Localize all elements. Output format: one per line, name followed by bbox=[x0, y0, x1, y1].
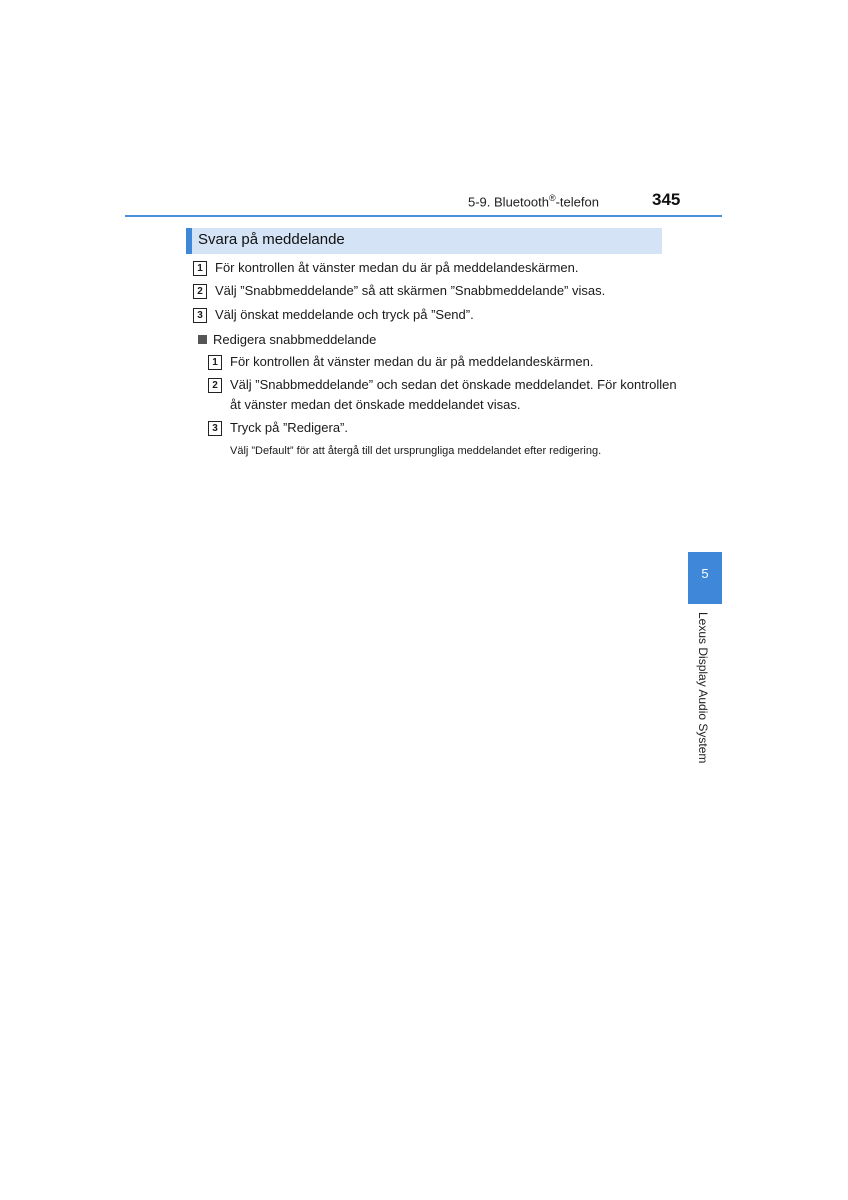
header-divider bbox=[125, 215, 722, 217]
step-number-badge: 1 bbox=[208, 355, 222, 370]
step-number-badge: 3 bbox=[208, 421, 222, 436]
subsection-heading-text: Redigera snabbmeddelande bbox=[213, 332, 377, 347]
registered-mark: ® bbox=[548, 193, 556, 203]
step-number-badge: 2 bbox=[193, 284, 207, 299]
chapter-title: Lexus Display Audio System bbox=[696, 612, 710, 764]
step-text: Välj ”Snabbmeddelande” så att skärmen ”Snabbmeddelande” visas. bbox=[215, 283, 606, 298]
header-section-suffix: -telefon bbox=[555, 194, 599, 210]
chapter-number: 5 bbox=[701, 566, 709, 581]
step-text-line-1: Välj ”Snabbmeddelande” och sedan det önskade meddelandet. För kontrollen bbox=[230, 377, 677, 392]
square-bullet-icon bbox=[198, 335, 207, 344]
chapter-side-label bbox=[696, 612, 710, 772]
chapter-tab bbox=[688, 552, 722, 604]
section-heading-bar bbox=[186, 228, 662, 254]
step-note: Välj ”Default” för att återgå till det ursprungliga meddelandet efter redigering. bbox=[230, 445, 602, 457]
subsection-heading bbox=[198, 330, 376, 350]
step-text: För kontrollen åt vänster medan du är på meddelandeskärmen. bbox=[215, 260, 579, 275]
step-number-badge: 2 bbox=[208, 378, 222, 393]
step-number-badge: 1 bbox=[193, 261, 207, 276]
page-number: 345 bbox=[652, 190, 681, 209]
section-heading: Svara på meddelande bbox=[198, 231, 345, 248]
step-text: För kontrollen åt vänster medan du är på meddelandeskärmen. bbox=[230, 354, 594, 369]
step-text: Tryck på ”Redigera”. bbox=[230, 420, 348, 435]
step-text: Välj önskat meddelande och tryck på ”Send”. bbox=[215, 307, 474, 322]
step-number-badge: 3 bbox=[193, 308, 207, 323]
running-header bbox=[468, 193, 599, 209]
step-text-line-2: åt vänster medan det önskade meddelandet visas. bbox=[230, 397, 521, 412]
header-section-title: 5-9. Bluetooth bbox=[468, 194, 549, 210]
